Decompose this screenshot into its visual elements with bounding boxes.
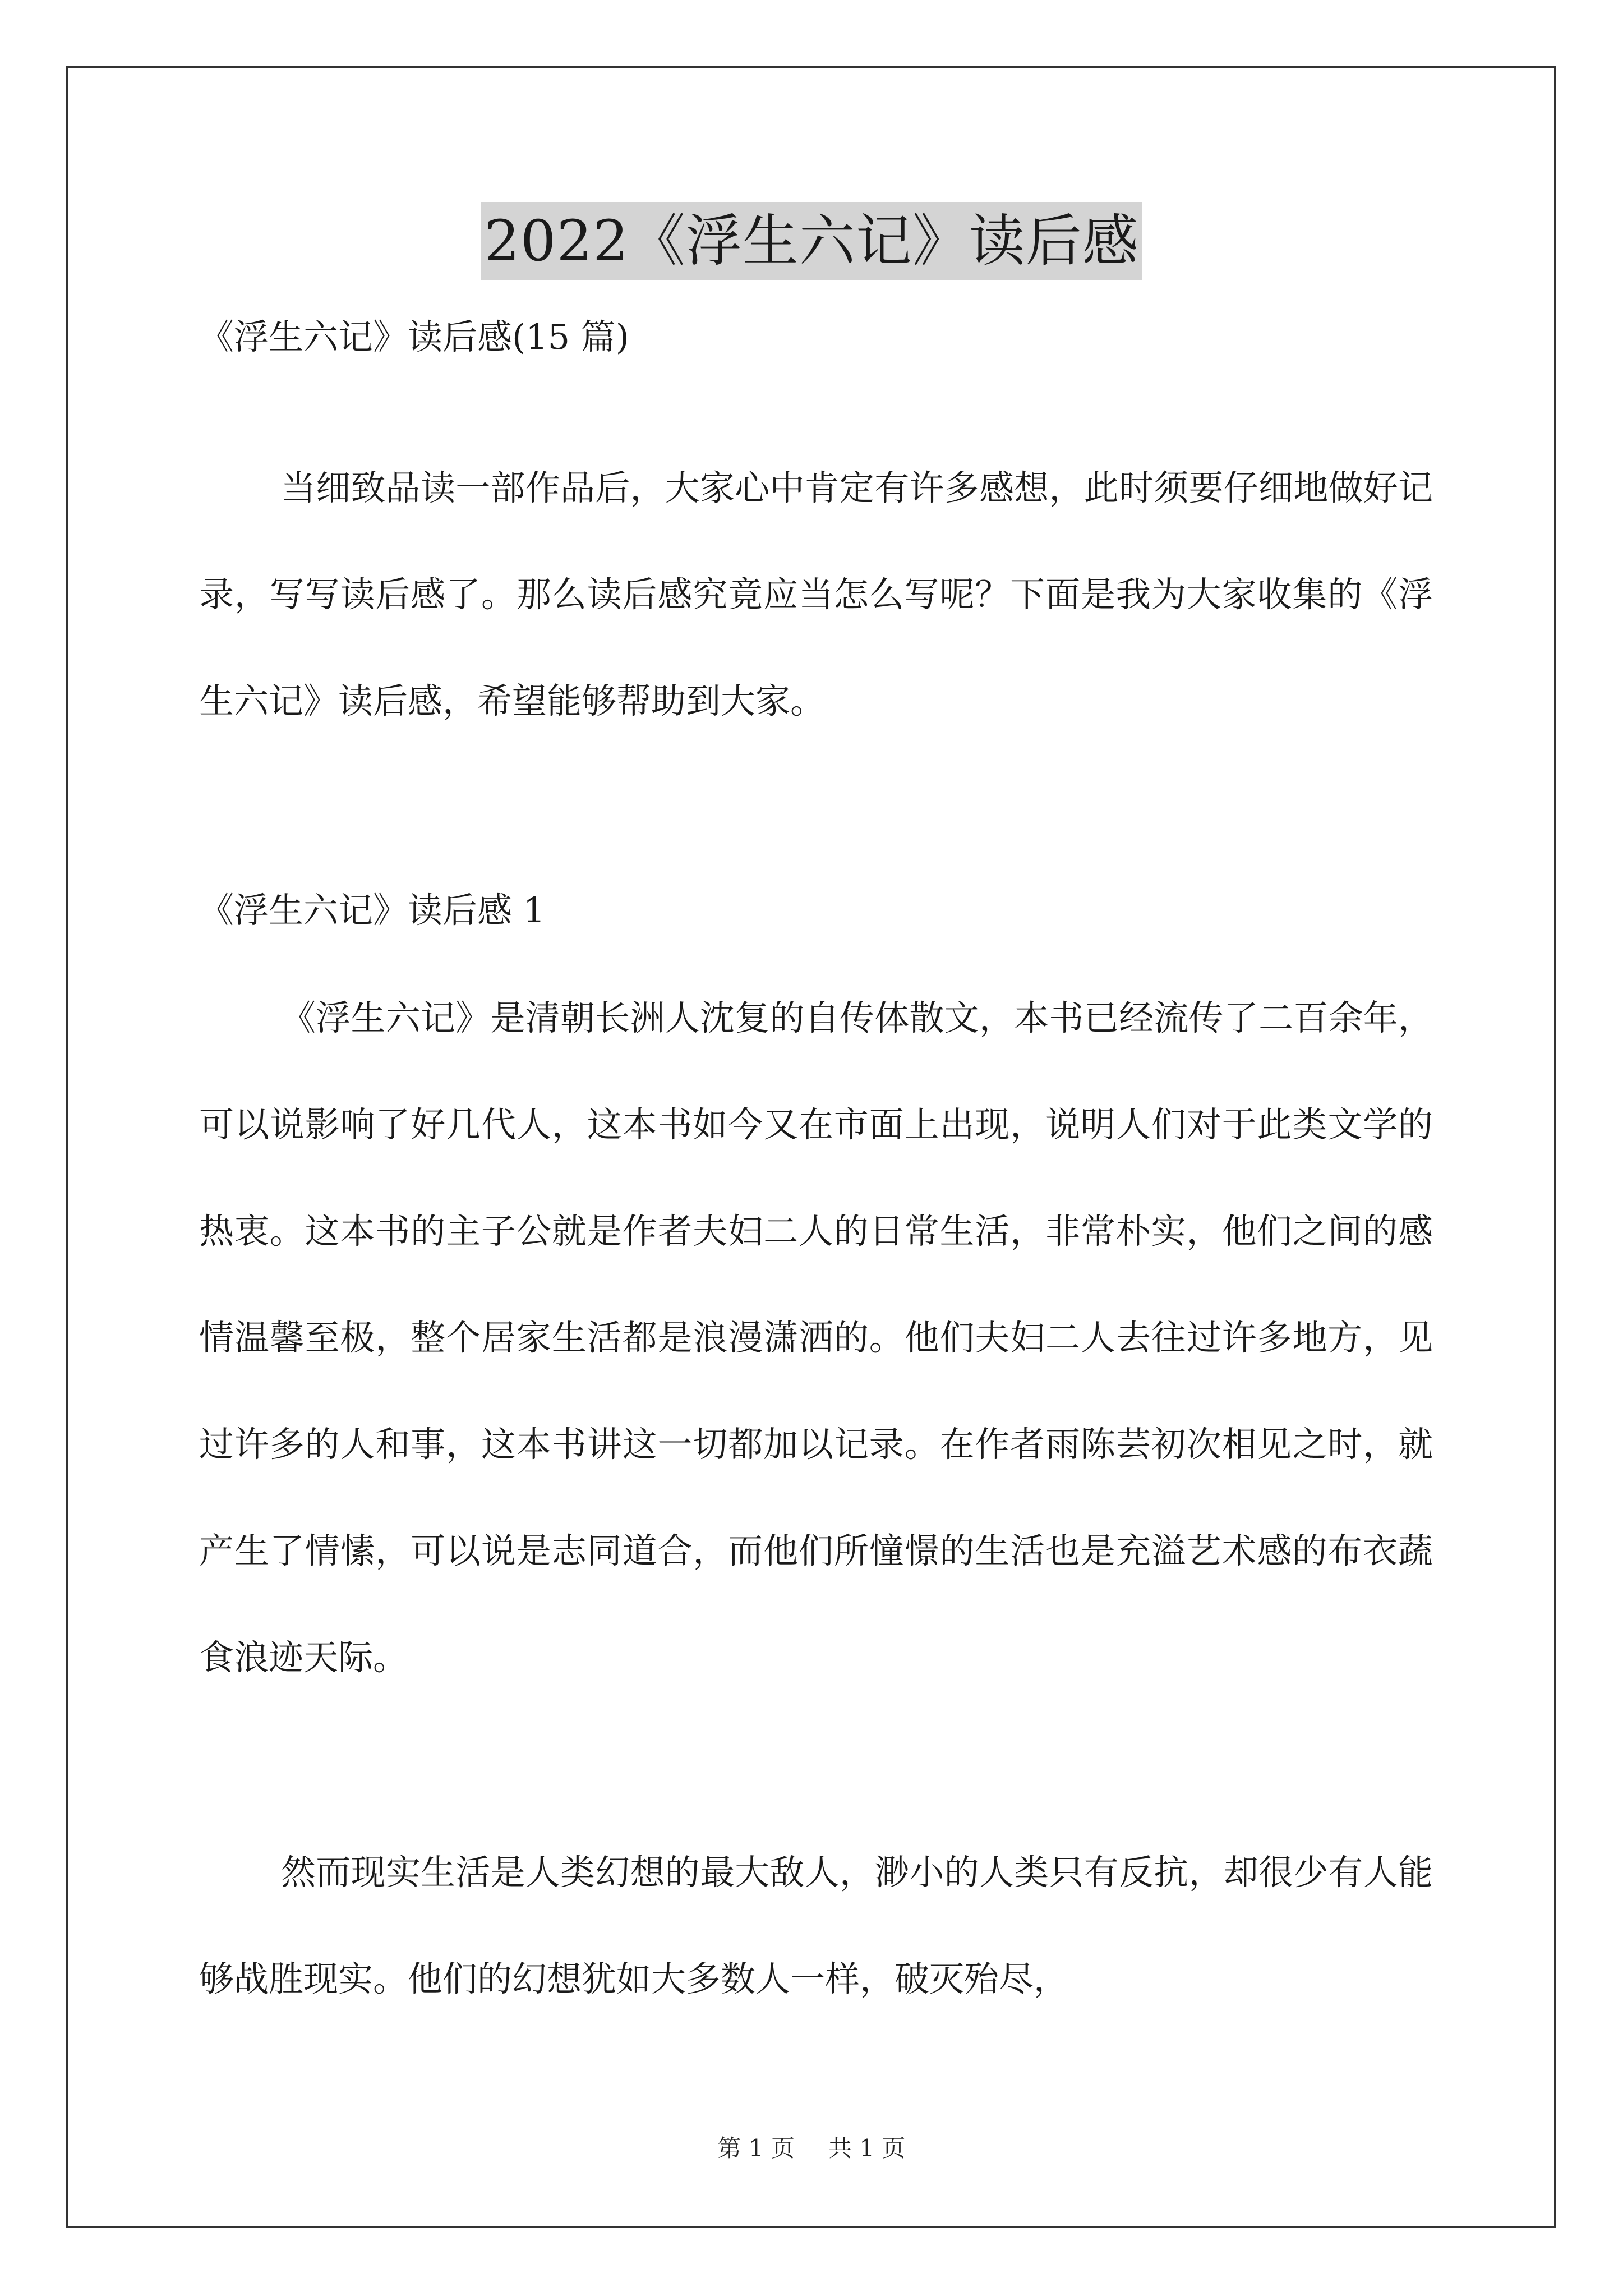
document-subtitle: 《浮生六记》读后感(15 篇) [199,316,629,357]
document-title: 2022《浮生六记》读后感 [481,202,1142,280]
page-footer [0,2132,1623,2165]
page-total: 共 1 页 [828,2134,906,2162]
page-number: 第 1 页 [717,2134,795,2162]
section-heading: 《浮生六记》读后感 1 [199,890,546,931]
intro-paragraph: 当细致品读一部作品后，大家心中肯定有许多感想，此时须要仔细地做好记录，写写读后感了。那么读后感究竟应当怎么写呢？下面是我为大家收集的《浮生六记》读后感，希望能够帮助到大家。 [199,467,1433,721]
body-paragraph-2: 然而现实生活是人类幻想的最大敌人，渺小的人类只有反抗，却很少有人能够战胜现实。他们的幻想犹如大多数人一样，破灭殆尽， [199,1852,1433,1999]
title-container [0,202,1623,280]
body-paragraph-1: 《浮生六记》是清朝长洲人沈复的自传体散文，本书已经流传了二百余年，可以说影响了好几代人，这本书如今又在市面上出现，说明人们对于此类文学的热衷。这本书的主子公就是作者夫妇二人的日常生活，非常朴实，他们之间的感情温馨至极，整个居家生活都是浪漫潇洒的。他们夫妇二人去往过许多地方，见过许多的人和事，这本书讲这一切都加以记录。在作者雨陈芸初次相见之时，就产生了情愫，可以说是志同道合，而他们所憧憬的生活也是充溢艺术感的布衣蔬食浪迹天际。 [199,997,1433,1678]
